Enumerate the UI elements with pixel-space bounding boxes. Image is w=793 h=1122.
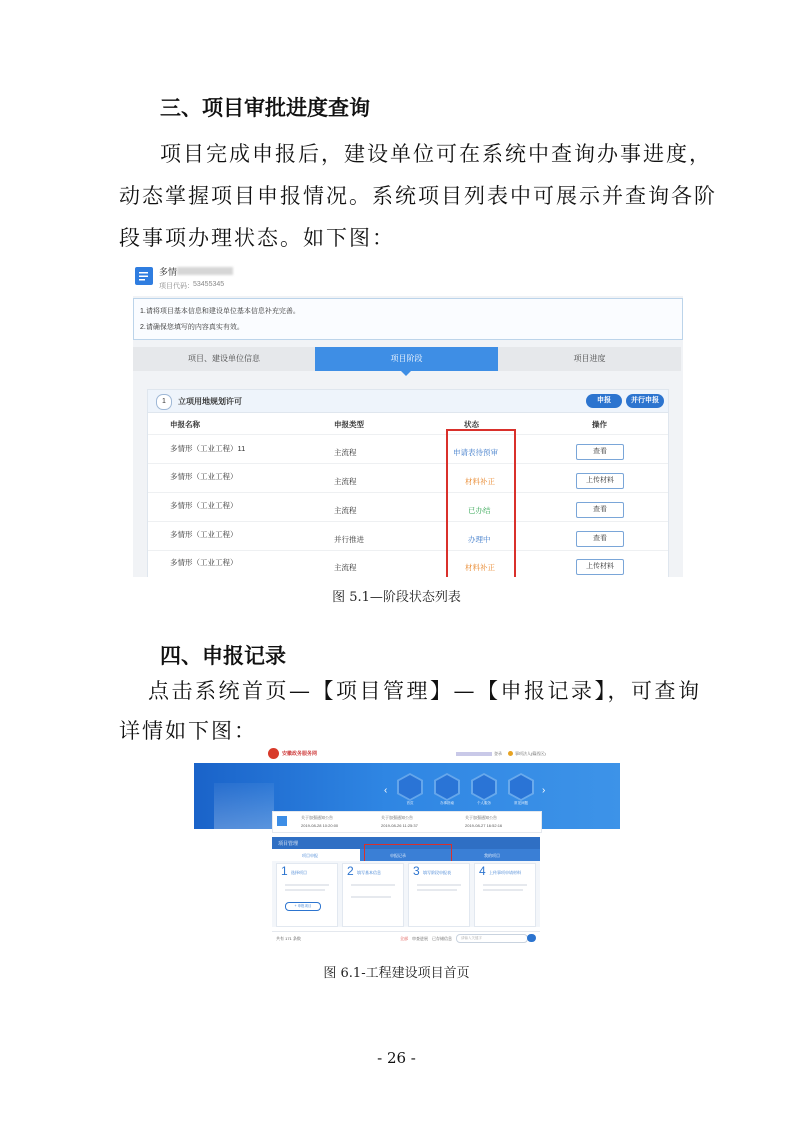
divider [148,521,668,522]
section-heading-4: 四、申报记录 [160,644,286,668]
chevron-left-icon[interactable]: ‹ [384,785,388,796]
column-header: 操作 [592,420,607,429]
text-placeholder [417,889,457,891]
row-status: 材料补正 [465,477,495,486]
tab-declare-record[interactable]: 申报记录 [390,853,406,858]
view-button[interactable]: 查看 [576,531,624,547]
panel-header [148,390,668,413]
paragraph-line: 点击系统首页—【项目管理】—【申报记录】，可查询 [148,679,702,703]
text-placeholder [483,889,523,891]
section-heading-3: 三、项目审批进度查询 [160,96,370,120]
project-code-label: 项目代码： [159,283,194,290]
stage-tabs [133,347,681,371]
redacted-user [456,752,492,756]
row-status: 已办结 [468,506,491,515]
divider [148,492,668,493]
column-header: 状态 [464,420,479,429]
document-icon [434,773,460,801]
hex-button-personal[interactable] [471,773,497,806]
page-number: - 26 - [377,1049,416,1067]
tab-project-stage[interactable]: 项目阶段 [315,347,498,371]
tab-project-info[interactable]: 项目、建设单位信息 [188,354,260,363]
notice-strip [272,811,542,833]
paragraph-line: 项目完成申报后，建设单位可在系统中查询办事进度， [160,142,712,166]
notice-box [133,298,683,340]
parallel-declare-button[interactable]: 并行申报 [626,394,664,408]
hex-button-faq[interactable] [508,773,534,806]
hex-label: 常见问题 [514,801,528,805]
text-placeholder [417,884,461,886]
hex-label: 个人服务 [477,801,491,805]
redacted-block [177,267,233,275]
filter-all[interactable]: 全部 [400,936,408,941]
active-tab-caret [401,371,411,376]
hex-button-home[interactable] [397,773,423,806]
upload-material-button[interactable]: 上传材料 [576,473,624,489]
declare-button[interactable]: 申报 [586,394,622,408]
step-card [474,863,536,927]
step-title: 上传事项申请材料 [489,870,521,875]
record-count: 共有 171 条数 [276,936,301,941]
search-placeholder: 请输入关键字 [461,936,482,940]
status-highlight-box [446,429,516,577]
site-logo-icon [268,748,279,759]
edit-document-icon [135,267,153,285]
paragraph-line: 段事项办理状态。如下图： [119,226,395,250]
text-placeholder [483,884,527,886]
step-number: 2 [347,864,354,878]
row-name: 多情形（工业工程）11 [170,444,246,453]
notice-date: 2019-08-26 11:25:37 [381,823,418,828]
hex-label: 办事指南 [440,801,454,805]
row-type: 主流程 [334,477,357,486]
text-placeholder [285,889,325,891]
notice-title[interactable]: 关于加强通知公告 [465,815,497,820]
column-header: 申报名称 [170,420,200,429]
step-title: 填写阶段申报表 [423,870,451,875]
step-card [276,863,338,927]
notice-title[interactable]: 关于加强通知公告 [301,815,333,820]
user-icon [508,751,513,756]
city-skyline-image [214,783,274,829]
declare-project-button[interactable]: + 申报项目 [285,902,321,911]
step-card [408,863,470,927]
paragraph-line: 详情如下图： [119,719,257,743]
chevron-right-icon[interactable]: › [542,785,546,796]
site-name: 安徽政务服务网 [282,751,318,757]
step-card [342,863,404,927]
figure-caption: 图 5.1—阶段状态列表 [332,590,461,605]
steps-area [272,861,540,927]
divider [148,434,668,435]
column-header: 申报类型 [334,420,364,429]
row-type: 主流程 [334,506,357,515]
project-home-screenshot [194,745,620,945]
row-name: 多情形（工业工程） [170,501,238,510]
login-link[interactable]: 登录 [494,751,502,756]
tab-project-progress[interactable]: 项目进度 [573,354,606,363]
tab-project-declare[interactable] [272,849,360,861]
top-right-text: 事项法人(赣西区) [515,751,546,756]
divider [148,463,668,464]
gear-icon [508,773,534,801]
notice-title[interactable]: 关于加强通知公告 [381,815,413,820]
notice-line: 2.请确保您填写的内容真实有效。 [140,324,244,331]
stage-panel [147,389,669,577]
row-name: 多情形（工业工程） [170,530,238,539]
row-status: 办理中 [468,535,491,544]
hex-button-guide[interactable] [434,773,460,806]
list-footer [272,931,540,944]
panel-number: 1 [156,394,172,410]
step-title: 填写基本信息 [357,870,381,875]
row-type: 主流程 [334,448,357,457]
view-button[interactable]: 查看 [576,502,624,518]
row-status: 申请表待预审 [453,448,498,457]
tab-my-projects[interactable]: 我的项目 [484,853,500,858]
section-title: 项目管理 [278,841,299,847]
step-number: 3 [413,864,420,878]
row-name: 多情形（工业工程） [170,472,238,481]
fan-icon [397,773,423,801]
step-number: 4 [479,864,486,878]
project-code: 53455345 [193,281,225,288]
search-icon[interactable] [527,934,536,942]
notice-date: 2019-08-27 16:52:16 [465,823,503,828]
project-name: 多情 [159,267,178,277]
search-input[interactable] [456,934,528,943]
view-button[interactable]: 查看 [576,444,624,460]
project-header [133,262,683,296]
row-type: 主流程 [334,563,357,572]
bell-icon [277,816,287,826]
text-placeholder [285,884,329,886]
panel-title: 立项用地规划许可 [178,397,242,406]
filter-review[interactable]: 审查进展 [412,936,428,941]
paragraph-line: 动态掌握项目申报情况。系统项目列表中可展示并查询各阶 [119,184,717,208]
row-type: 并行推进 [334,535,364,544]
hex-label: 首页 [406,801,414,805]
text-placeholder [351,884,395,886]
divider [148,550,668,551]
notice-date: 2019-08-28 10:20:00 [301,823,339,828]
tab-label: 项目申报 [302,853,318,858]
top-bar [194,745,620,763]
step-title: 选择项目 [291,870,307,875]
figure-caption: 图 6.1-工程建设项目首页 [323,966,470,981]
row-name: 多情形（工业工程） [170,558,238,567]
upload-material-button[interactable]: 上传材料 [576,559,624,575]
filter-stored[interactable]: 已存储信息 [432,936,452,941]
step-number: 1 [281,864,288,878]
notice-line: 1.请将项目基本信息和建设单位基本信息补充完善。 [140,308,300,315]
row-status: 材料补正 [465,563,495,572]
heart-icon [471,773,497,801]
text-placeholder [351,896,391,898]
stage-status-screenshot [133,262,683,577]
